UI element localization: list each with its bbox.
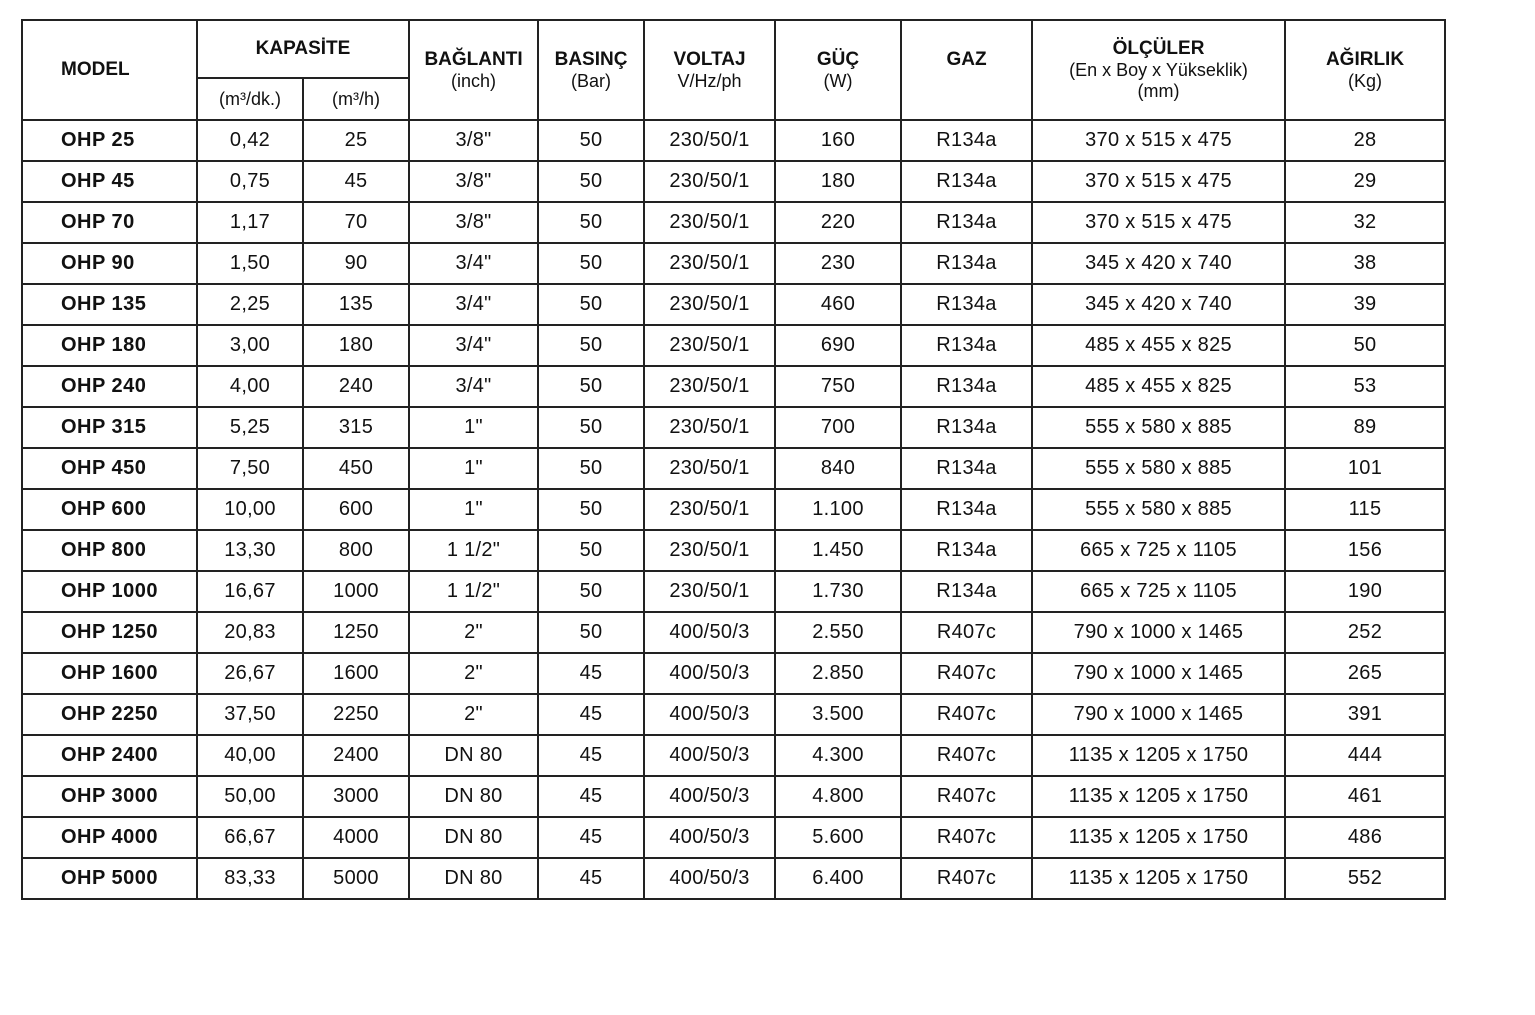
pressure-cell: 50 (538, 202, 644, 243)
gas-cell: R407c (901, 858, 1032, 899)
capacity-hour-cell: 90 (303, 243, 409, 284)
model-cell: OHP 1250 (22, 612, 197, 653)
pressure-cell: 50 (538, 571, 644, 612)
gas-cell: R134a (901, 161, 1032, 202)
capacity-hour-cell: 3000 (303, 776, 409, 817)
voltage-cell: 230/50/1 (644, 284, 775, 325)
pressure-cell: 45 (538, 858, 644, 899)
dimensions-cell: 345 x 420 x 740 (1032, 284, 1285, 325)
dimensions-cell: 485 x 455 x 825 (1032, 325, 1285, 366)
table-row (22, 284, 1445, 325)
model-cell: OHP 800 (22, 530, 197, 571)
dimensions-cell: 555 x 580 x 885 (1032, 489, 1285, 530)
weight-cell: 444 (1285, 735, 1445, 776)
gas-cell: R134a (901, 407, 1032, 448)
dimensions-cell: 790 x 1000 x 1465 (1032, 694, 1285, 735)
power-cell: 3.500 (775, 694, 901, 735)
header-capacity: KAPASİTE (197, 20, 409, 78)
capacity-hour-cell: 5000 (303, 858, 409, 899)
model-cell: OHP 4000 (22, 817, 197, 858)
capacity-min-cell: 1,17 (197, 202, 303, 243)
gas-cell: R407c (901, 735, 1032, 776)
capacity-min-cell: 16,67 (197, 571, 303, 612)
power-cell: 1.100 (775, 489, 901, 530)
pressure-cell: 45 (538, 735, 644, 776)
weight-cell: 156 (1285, 530, 1445, 571)
pressure-cell: 50 (538, 448, 644, 489)
power-cell: 230 (775, 243, 901, 284)
pressure-cell: 50 (538, 284, 644, 325)
header-dimensions-unit: (En x Boy x Yükseklik) (1069, 60, 1248, 80)
pressure-cell: 45 (538, 776, 644, 817)
power-cell: 160 (775, 120, 901, 161)
dimensions-cell: 790 x 1000 x 1465 (1032, 653, 1285, 694)
dimensions-cell: 1135 x 1205 x 1750 (1032, 858, 1285, 899)
power-cell: 180 (775, 161, 901, 202)
dimensions-cell: 665 x 725 x 1105 (1032, 530, 1285, 571)
table-row (22, 530, 1445, 571)
capacity-min-cell: 66,67 (197, 817, 303, 858)
power-cell: 6.400 (775, 858, 901, 899)
power-cell: 4.800 (775, 776, 901, 817)
table-row (22, 489, 1445, 530)
capacity-hour-cell: 2400 (303, 735, 409, 776)
model-cell: OHP 180 (22, 325, 197, 366)
header-connection (409, 20, 538, 120)
voltage-cell: 400/50/3 (644, 653, 775, 694)
header-capacity-unit-hour: (m³/h) (303, 78, 409, 120)
weight-cell: 29 (1285, 161, 1445, 202)
pressure-cell: 45 (538, 694, 644, 735)
table-row (22, 694, 1445, 735)
header-gas-label: GAZ (946, 48, 987, 70)
model-cell: OHP 70 (22, 202, 197, 243)
header-power-label: GÜÇ (816, 48, 860, 70)
gas-cell: R134a (901, 202, 1032, 243)
header-weight (1285, 20, 1445, 120)
capacity-hour-cell: 315 (303, 407, 409, 448)
pressure-cell: 50 (538, 243, 644, 284)
weight-cell: 32 (1285, 202, 1445, 243)
capacity-hour-cell: 1600 (303, 653, 409, 694)
header-connection-unit: (inch) (451, 70, 497, 91)
voltage-cell: 230/50/1 (644, 120, 775, 161)
pressure-cell: 50 (538, 325, 644, 366)
power-cell: 460 (775, 284, 901, 325)
header-power-unit: (W) (823, 70, 853, 91)
capacity-min-cell: 3,00 (197, 325, 303, 366)
voltage-cell: 400/50/3 (644, 694, 775, 735)
header-capacity-unit-min: (m³/dk.) (197, 78, 303, 120)
weight-cell: 252 (1285, 612, 1445, 653)
connection-cell: DN 80 (409, 817, 538, 858)
pressure-cell: 50 (538, 161, 644, 202)
table-row (22, 407, 1445, 448)
voltage-cell: 230/50/1 (644, 489, 775, 530)
power-cell: 1.450 (775, 530, 901, 571)
dimensions-cell: 1135 x 1205 x 1750 (1032, 735, 1285, 776)
connection-cell: 3/4" (409, 366, 538, 407)
capacity-hour-cell: 450 (303, 448, 409, 489)
gas-cell: R134a (901, 448, 1032, 489)
model-cell: OHP 2400 (22, 735, 197, 776)
power-cell: 700 (775, 407, 901, 448)
gas-cell: R407c (901, 694, 1032, 735)
voltage-cell: 230/50/1 (644, 202, 775, 243)
gas-cell: R407c (901, 653, 1032, 694)
connection-cell: 1" (409, 407, 538, 448)
dimensions-cell: 370 x 515 x 475 (1032, 120, 1285, 161)
connection-cell: DN 80 (409, 735, 538, 776)
capacity-hour-cell: 4000 (303, 817, 409, 858)
gas-cell: R134a (901, 243, 1032, 284)
table-row (22, 817, 1445, 858)
table-row (22, 612, 1445, 653)
voltage-cell: 400/50/3 (644, 858, 775, 899)
dimensions-cell: 370 x 515 x 475 (1032, 161, 1285, 202)
connection-cell: 1 1/2" (409, 530, 538, 571)
capacity-min-cell: 40,00 (197, 735, 303, 776)
header-voltage-label: VOLTAJ (673, 48, 746, 70)
model-cell: OHP 600 (22, 489, 197, 530)
voltage-cell: 400/50/3 (644, 776, 775, 817)
gas-cell: R134a (901, 284, 1032, 325)
weight-cell: 115 (1285, 489, 1445, 530)
capacity-hour-cell: 240 (303, 366, 409, 407)
connection-cell: 3/8" (409, 120, 538, 161)
power-cell: 1.730 (775, 571, 901, 612)
header-dimensions-unit2: (mm) (1137, 81, 1180, 101)
gas-cell: R407c (901, 817, 1032, 858)
header-row (22, 20, 1445, 78)
voltage-cell: 400/50/3 (644, 735, 775, 776)
capacity-hour-cell: 25 (303, 120, 409, 161)
gas-cell: R407c (901, 612, 1032, 653)
capacity-min-cell: 4,00 (197, 366, 303, 407)
model-cell: OHP 2250 (22, 694, 197, 735)
gas-cell: R407c (901, 776, 1032, 817)
voltage-cell: 230/50/1 (644, 448, 775, 489)
power-cell: 2.550 (775, 612, 901, 653)
connection-cell: 1 1/2" (409, 571, 538, 612)
voltage-cell: 400/50/3 (644, 817, 775, 858)
model-cell: OHP 1600 (22, 653, 197, 694)
pressure-cell: 50 (538, 489, 644, 530)
capacity-hour-cell: 45 (303, 161, 409, 202)
header-weight-label: AĞIRLIK (1325, 48, 1405, 70)
model-cell: OHP 315 (22, 407, 197, 448)
voltage-cell: 230/50/1 (644, 243, 775, 284)
model-cell: OHP 90 (22, 243, 197, 284)
capacity-min-cell: 10,00 (197, 489, 303, 530)
table-row (22, 448, 1445, 489)
connection-cell: DN 80 (409, 858, 538, 899)
header-dimensions (1032, 20, 1285, 120)
header-pressure-label: BASINÇ (554, 48, 628, 70)
header-model: MODEL (22, 20, 197, 120)
gas-cell: R134a (901, 120, 1032, 161)
capacity-hour-cell: 70 (303, 202, 409, 243)
capacity-hour-cell: 180 (303, 325, 409, 366)
weight-cell: 53 (1285, 366, 1445, 407)
capacity-min-cell: 0,75 (197, 161, 303, 202)
pressure-cell: 50 (538, 407, 644, 448)
pressure-cell: 50 (538, 366, 644, 407)
weight-cell: 486 (1285, 817, 1445, 858)
dimensions-cell: 370 x 515 x 475 (1032, 202, 1285, 243)
pressure-cell: 45 (538, 653, 644, 694)
voltage-cell: 230/50/1 (644, 325, 775, 366)
capacity-min-cell: 83,33 (197, 858, 303, 899)
table-row (22, 653, 1445, 694)
table-row (22, 366, 1445, 407)
capacity-hour-cell: 600 (303, 489, 409, 530)
header-gas (901, 20, 1032, 120)
capacity-min-cell: 0,42 (197, 120, 303, 161)
model-cell: OHP 135 (22, 284, 197, 325)
connection-cell: 3/4" (409, 243, 538, 284)
table-row (22, 161, 1445, 202)
header-pressure (538, 20, 644, 120)
connection-cell: 3/4" (409, 325, 538, 366)
weight-cell: 101 (1285, 448, 1445, 489)
table-row (22, 858, 1445, 899)
voltage-cell: 230/50/1 (644, 366, 775, 407)
header-connection-label: BAĞLANTI (424, 48, 523, 70)
dimensions-cell: 665 x 725 x 1105 (1032, 571, 1285, 612)
table-row (22, 776, 1445, 817)
power-cell: 220 (775, 202, 901, 243)
model-cell: OHP 1000 (22, 571, 197, 612)
dimensions-cell: 790 x 1000 x 1465 (1032, 612, 1285, 653)
capacity-hour-cell: 2250 (303, 694, 409, 735)
connection-cell: DN 80 (409, 776, 538, 817)
connection-cell: 3/8" (409, 161, 538, 202)
voltage-cell: 230/50/1 (644, 161, 775, 202)
pressure-cell: 50 (538, 120, 644, 161)
dimensions-cell: 555 x 580 x 885 (1032, 407, 1285, 448)
table-row (22, 243, 1445, 284)
header-voltage-unit: V/Hz/ph (677, 70, 742, 91)
capacity-hour-cell: 1000 (303, 571, 409, 612)
voltage-cell: 230/50/1 (644, 530, 775, 571)
table-row (22, 325, 1445, 366)
capacity-hour-cell: 1250 (303, 612, 409, 653)
connection-cell: 3/4" (409, 284, 538, 325)
capacity-min-cell: 20,83 (197, 612, 303, 653)
connection-cell: 2" (409, 612, 538, 653)
voltage-cell: 230/50/1 (644, 571, 775, 612)
power-cell: 5.600 (775, 817, 901, 858)
dimensions-cell: 485 x 455 x 825 (1032, 366, 1285, 407)
capacity-min-cell: 13,30 (197, 530, 303, 571)
gas-cell: R134a (901, 489, 1032, 530)
model-cell: OHP 25 (22, 120, 197, 161)
voltage-cell: 230/50/1 (644, 407, 775, 448)
table-row (22, 202, 1445, 243)
table-row (22, 735, 1445, 776)
header-power (775, 20, 901, 120)
model-cell: OHP 240 (22, 366, 197, 407)
power-cell: 750 (775, 366, 901, 407)
capacity-min-cell: 2,25 (197, 284, 303, 325)
connection-cell: 3/8" (409, 202, 538, 243)
weight-cell: 89 (1285, 407, 1445, 448)
connection-cell: 1" (409, 489, 538, 530)
weight-cell: 190 (1285, 571, 1445, 612)
capacity-min-cell: 26,67 (197, 653, 303, 694)
capacity-min-cell: 5,25 (197, 407, 303, 448)
model-cell: OHP 3000 (22, 776, 197, 817)
weight-cell: 391 (1285, 694, 1445, 735)
table-row (22, 571, 1445, 612)
model-cell: OHP 5000 (22, 858, 197, 899)
power-cell: 4.300 (775, 735, 901, 776)
dimensions-cell: 1135 x 1205 x 1750 (1032, 776, 1285, 817)
gas-cell: R134a (901, 571, 1032, 612)
connection-cell: 2" (409, 694, 538, 735)
capacity-min-cell: 1,50 (197, 243, 303, 284)
weight-cell: 552 (1285, 858, 1445, 899)
spec-table (21, 19, 1446, 900)
weight-cell: 28 (1285, 120, 1445, 161)
header-voltage (644, 20, 775, 120)
dimensions-cell: 555 x 580 x 885 (1032, 448, 1285, 489)
connection-cell: 2" (409, 653, 538, 694)
weight-cell: 38 (1285, 243, 1445, 284)
weight-cell: 265 (1285, 653, 1445, 694)
voltage-cell: 400/50/3 (644, 612, 775, 653)
weight-cell: 39 (1285, 284, 1445, 325)
model-cell: OHP 450 (22, 448, 197, 489)
power-cell: 840 (775, 448, 901, 489)
pressure-cell: 45 (538, 817, 644, 858)
header-dimensions-label: ÖLÇÜLER (1112, 38, 1205, 59)
pressure-cell: 50 (538, 530, 644, 571)
capacity-min-cell: 37,50 (197, 694, 303, 735)
dimensions-cell: 345 x 420 x 740 (1032, 243, 1285, 284)
model-cell: OHP 45 (22, 161, 197, 202)
table-body (22, 120, 1445, 899)
table-row (22, 120, 1445, 161)
gas-cell: R134a (901, 530, 1032, 571)
gas-cell: R134a (901, 325, 1032, 366)
header-pressure-unit: (Bar) (571, 70, 612, 91)
header-weight-unit: (Kg) (1348, 70, 1383, 91)
power-cell: 2.850 (775, 653, 901, 694)
power-cell: 690 (775, 325, 901, 366)
capacity-min-cell: 7,50 (197, 448, 303, 489)
capacity-min-cell: 50,00 (197, 776, 303, 817)
connection-cell: 1" (409, 448, 538, 489)
gas-cell: R134a (901, 366, 1032, 407)
capacity-hour-cell: 800 (303, 530, 409, 571)
capacity-hour-cell: 135 (303, 284, 409, 325)
dimensions-cell: 1135 x 1205 x 1750 (1032, 817, 1285, 858)
weight-cell: 50 (1285, 325, 1445, 366)
pressure-cell: 50 (538, 612, 644, 653)
weight-cell: 461 (1285, 776, 1445, 817)
